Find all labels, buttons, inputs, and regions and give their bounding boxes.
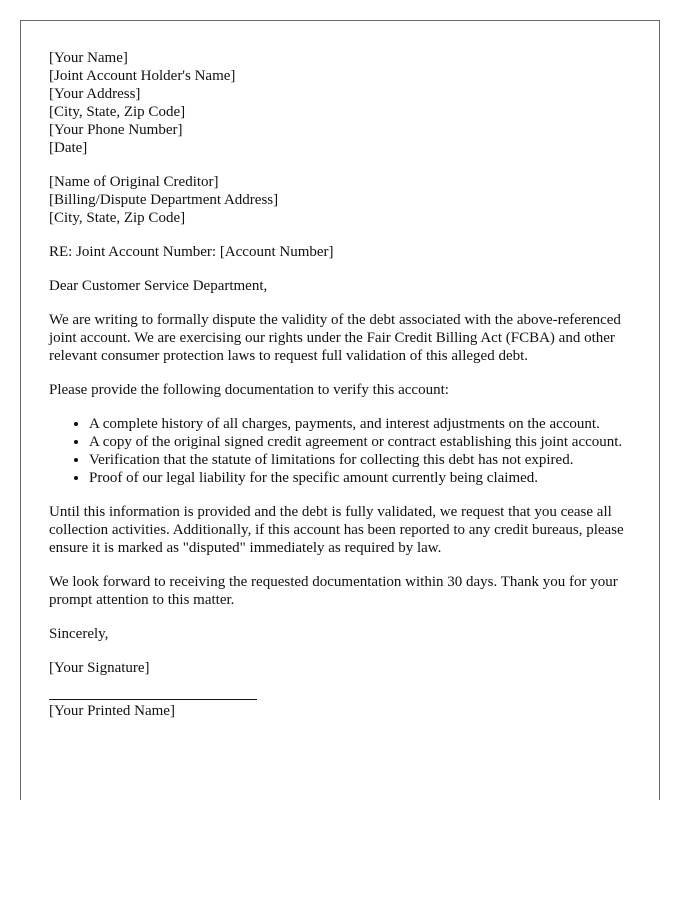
sender-phone: [Your Phone Number] (49, 122, 183, 138)
sender-city-state-zip: [City, State, Zip Code] (49, 104, 186, 120)
body-paragraph-closing: We look forward to receiving the requested documentation within 30 days. Thank you for your prompt attention to this matter. (49, 574, 618, 608)
sender-address: [Your Address] (49, 86, 141, 102)
letter-page (20, 20, 660, 800)
sender-block (49, 49, 633, 157)
salutation: Dear Customer Service Department, (49, 278, 268, 294)
body-paragraph-request: Please provide the following documentation to verify this account: (49, 382, 449, 398)
printed-name: [Your Printed Name] (49, 703, 175, 719)
recipient-block (49, 173, 633, 227)
closing: Sincerely, (49, 626, 109, 642)
signature-placeholder: [Your Signature] (49, 660, 150, 676)
recipient-city-state-zip: [City, State, Zip Code] (49, 210, 186, 226)
body-paragraph-dispute: We are writing to formally dispute the validity of the debt associated with the above-referenced joint account. We are exercising our rights under the Fair Credit Billing Act (FCBA) and other relevant consumer protection laws to request full validation of this alleged debt. (49, 312, 621, 364)
joint-holder-name: [Joint Account Holder's Name] (49, 68, 236, 84)
documentation-list (49, 415, 633, 487)
sender-name: [Your Name] (49, 50, 128, 66)
list-item: • A copy of the original signed credit agreement or contract establishing this joint account. (89, 433, 633, 451)
letter-date: [Date] (49, 140, 88, 156)
list-item: • Proof of our legal liability for the specific amount currently being claimed. (89, 469, 633, 487)
signature-space (49, 677, 633, 699)
recipient-department-address: [Billing/Dispute Department Address] (49, 192, 279, 208)
signature-line (49, 699, 257, 700)
list-item: • Verification that the statute of limitations for collecting this debt has not expired. (89, 451, 633, 469)
list-item: • A complete history of all charges, payments, and interest adjustments on the account. (89, 415, 633, 433)
body-paragraph-cease: Until this information is provided and the debt is fully validated, we request that you cease all collection activities. Additionally, if this account has been reported to any credit bureaus, please ensure it is marked as "disputed" immediately as required by law. (49, 504, 624, 556)
subject-line: RE: Joint Account Number: [Account Number] (49, 244, 334, 260)
recipient-creditor: [Name of Original Creditor] (49, 174, 219, 190)
letter-content (49, 49, 633, 720)
